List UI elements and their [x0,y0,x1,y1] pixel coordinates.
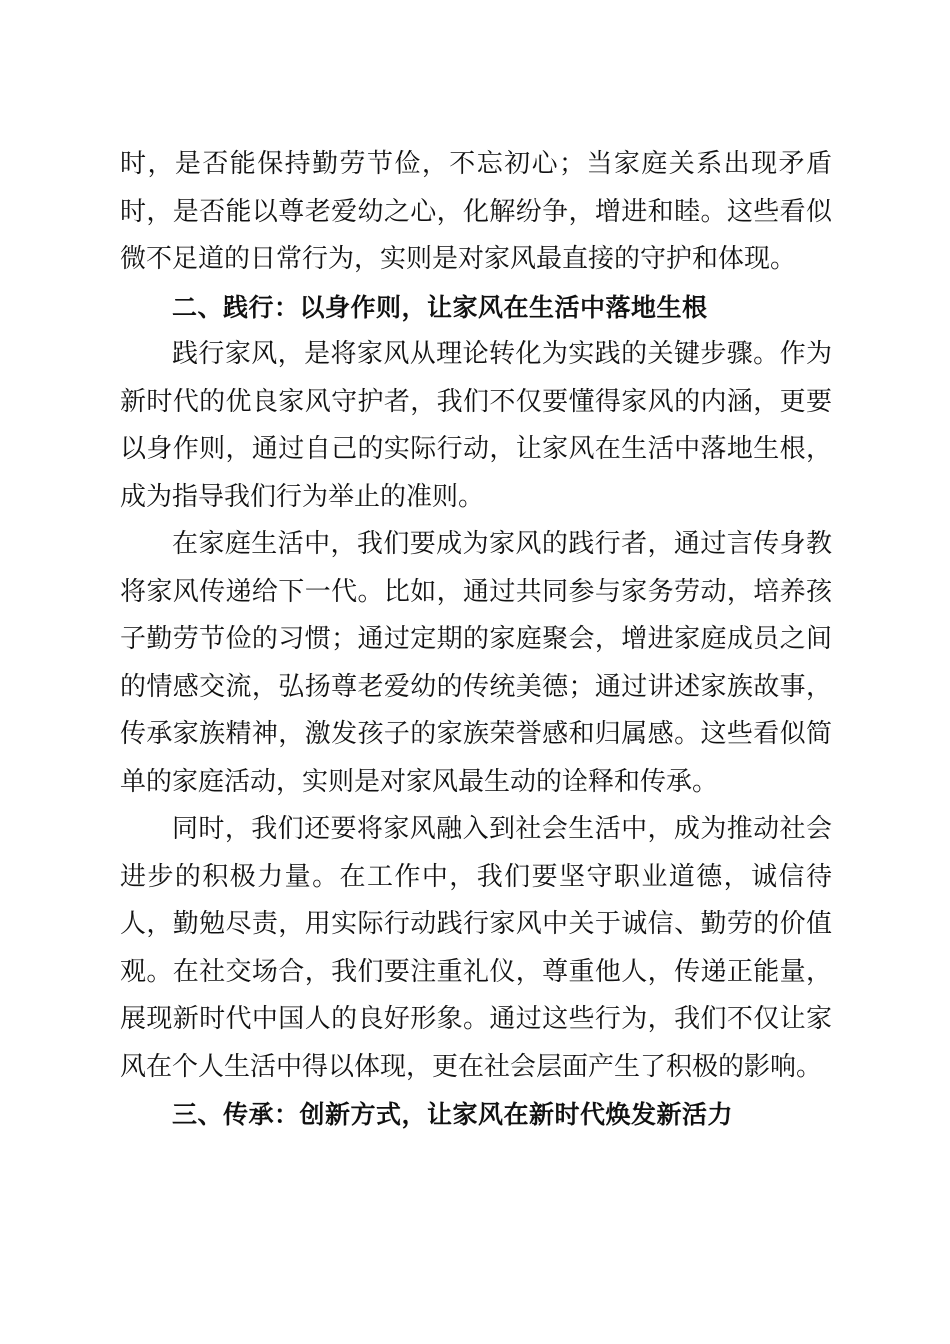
section-heading-3: 三、传承：创新方式，让家风在新时代焕发新活力 [172,1100,734,1129]
paragraph-continuation: 时，是否能保持勤劳节俭，不忘初心；当家庭关系出现矛盾时，是否能以尊老爱幼之心，化解纷争，增进和睦。这些看似微不足道的日常行为，实则是对家风最直接的守护和体现。 [120,149,832,274]
document-body [120,141,832,1139]
paragraph-practice-intro: 践行家风，是将家风从理论转化为实践的关键步骤。作为新时代的优良家风守护者，我们不仅要懂得家风的内涵，更要以身作则，通过自己的实际行动，让家风在生活中落地生根，成为指导我们行为举止的准则。 [120,339,832,512]
section-heading-2: 二、践行：以身作则，让家风在生活中落地生根 [172,292,708,322]
paragraph-family-life: 在家庭生活中，我们要成为家风的践行者，通过言传身教将家风传递给下一代。比如，通过共同参与家务劳动，培养孩子勤劳节俭的习惯；通过定期的家庭聚会，增进家庭成员之间的情感交流，弘扬尊老爱幼的传统美德；通过讲述家族故事，传承家族精神，激发孩子的家族荣誉感和归属感。这些看似简单的家庭活动，实则是对家风最生动的诠释和传承。 [120,529,832,797]
paragraph-social-life: 同时，我们还要将家风融入到社会生活中，成为推动社会进步的积极力量。在工作中，我们要坚守职业道德，诚信待人，勤勉尽责，用实际行动践行家风中关于诚信、勤劳的价值观。在社交场合，我们要注重礼仪，尊重他人，传递正能量，展现新时代中国人的良好形象。通过这些行为，我们不仅让家风在个人生活中得以体现，更在社会层面产生了积极的影响。 [120,814,832,1082]
